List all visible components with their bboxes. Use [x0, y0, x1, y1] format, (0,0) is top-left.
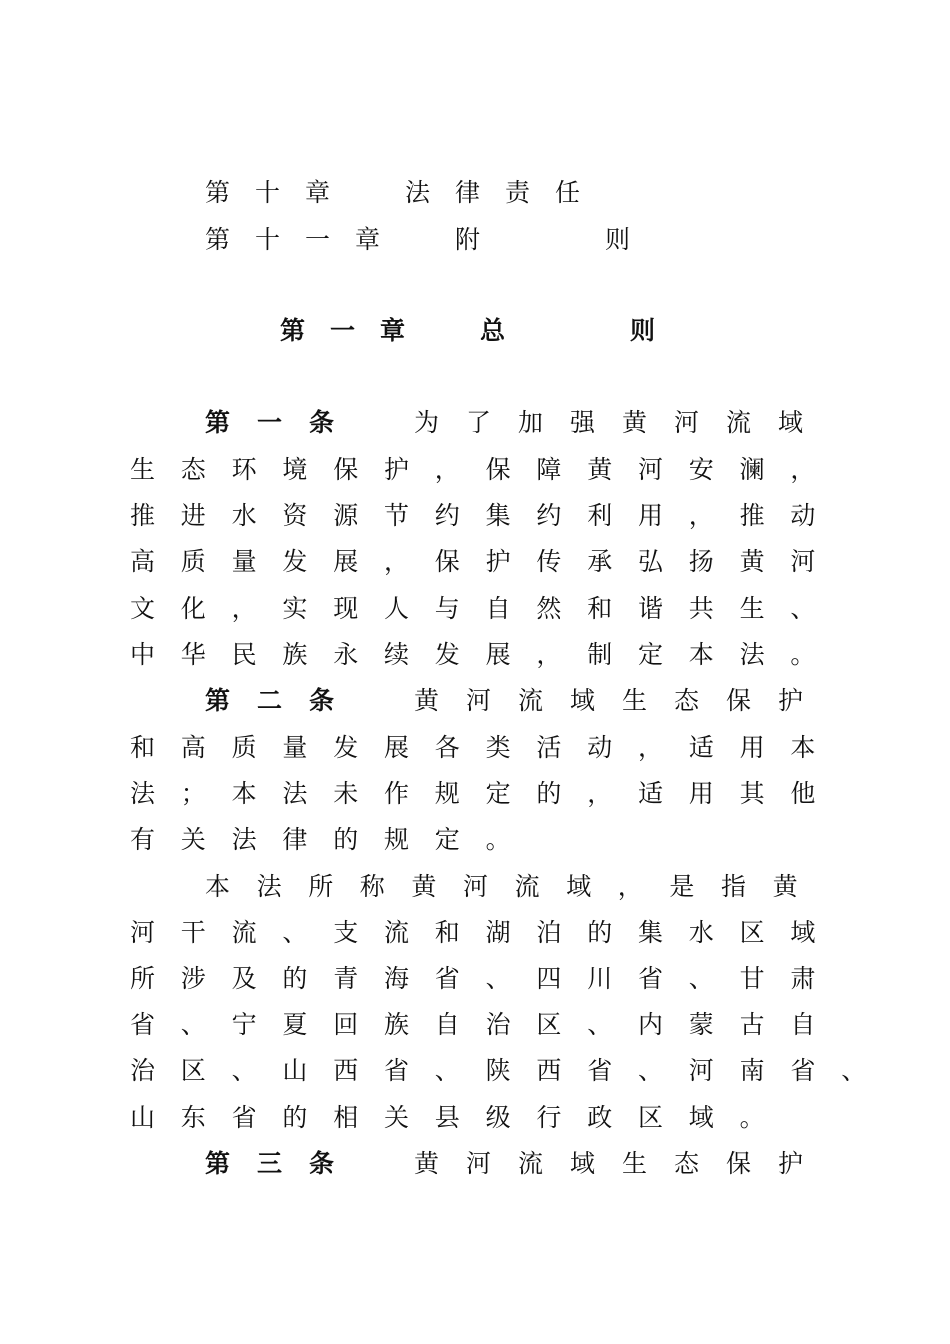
glyph: 总 — [480, 316, 506, 345]
glyph: 传 — [536, 547, 562, 576]
glyph: 用 — [688, 779, 714, 808]
glyph: 泊 — [536, 918, 562, 947]
glyph: 黄 — [414, 686, 440, 715]
glyph: 保 — [485, 455, 511, 484]
glyph: 定 — [434, 825, 460, 854]
glyph: 推 — [130, 501, 156, 530]
glyph: ， — [587, 779, 613, 808]
glyph: 、 — [587, 1010, 613, 1039]
glyph: 展 — [384, 733, 410, 762]
glyph: ， — [434, 455, 460, 484]
glyph: 政 — [587, 1103, 613, 1132]
glyph: 黄 — [772, 872, 798, 901]
glyph: 本 — [205, 872, 231, 901]
glyph: 流 — [384, 918, 410, 947]
glyph: 相 — [333, 1103, 359, 1132]
glyph: 集 — [485, 501, 511, 530]
glyph: 流 — [518, 1149, 544, 1178]
glyph: 他 — [790, 779, 816, 808]
glyph: 附 — [455, 225, 481, 254]
glyph: 流 — [514, 872, 540, 901]
glyph: 条 — [309, 1149, 335, 1178]
glyph: 展 — [333, 547, 359, 576]
glyph: 。 — [485, 825, 511, 854]
glyph: 质 — [180, 547, 206, 576]
glyph: 蒙 — [688, 1010, 714, 1039]
glyph: 和 — [434, 918, 460, 947]
glyph: 作 — [384, 779, 410, 808]
glyph: 、 — [841, 1056, 867, 1085]
glyph: 化 — [180, 594, 206, 623]
glyph: 动 — [587, 733, 613, 762]
glyph: 护 — [485, 547, 511, 576]
glyph: ， — [536, 640, 562, 669]
glyph: 省 — [231, 1103, 257, 1132]
glyph: 关 — [180, 825, 206, 854]
glyph: 行 — [536, 1103, 562, 1132]
glyph: 人 — [384, 594, 410, 623]
glyph: 河 — [466, 1149, 492, 1178]
glyph: 然 — [536, 594, 562, 623]
glyph: 生 — [130, 455, 156, 484]
glyph: 为 — [414, 408, 440, 437]
glyph: 其 — [739, 779, 765, 808]
glyph: 河 — [130, 918, 156, 947]
glyph: 、 — [790, 594, 816, 623]
glyph: 保 — [726, 1149, 752, 1178]
glyph: ， — [617, 872, 643, 901]
glyph: 山 — [130, 1103, 156, 1132]
glyph: 族 — [282, 640, 308, 669]
glyph: 陕 — [485, 1056, 511, 1085]
glyph: 域 — [778, 408, 804, 437]
glyph: 黄 — [414, 1149, 440, 1178]
glyph: 海 — [384, 964, 410, 993]
glyph: 态 — [674, 1149, 700, 1178]
glyph: ， — [790, 455, 816, 484]
glyph: 进 — [180, 501, 206, 530]
glyph: ， — [231, 594, 257, 623]
glyph: 环 — [231, 455, 257, 484]
glyph: 省 — [638, 964, 664, 993]
glyph: 态 — [180, 455, 206, 484]
glyph: 集 — [638, 918, 664, 947]
glyph: 黄 — [411, 872, 437, 901]
glyph: 一 — [257, 408, 283, 437]
glyph: 展 — [485, 640, 511, 669]
glyph: 扬 — [688, 547, 714, 576]
glyph: 本 — [688, 640, 714, 669]
glyph: 河 — [790, 547, 816, 576]
glyph: 三 — [257, 1149, 283, 1178]
glyph: 任 — [555, 178, 581, 207]
glyph: 法 — [739, 640, 765, 669]
glyph: 护 — [778, 686, 804, 715]
glyph: 节 — [384, 501, 410, 530]
glyph: ， — [384, 547, 410, 576]
glyph: 保 — [434, 547, 460, 576]
glyph: 流 — [231, 918, 257, 947]
glyph: 本 — [231, 779, 257, 808]
glyph: 域 — [688, 1103, 714, 1132]
glyph: 则 — [605, 225, 631, 254]
glyph: 第 — [280, 316, 306, 345]
glyph: 干 — [180, 918, 206, 947]
glyph: 质 — [231, 733, 257, 762]
glyph: 内 — [638, 1010, 664, 1039]
glyph: 河 — [463, 872, 489, 901]
glyph: 省 — [790, 1056, 816, 1085]
glyph: 发 — [333, 733, 359, 762]
glyph: 续 — [384, 640, 410, 669]
glyph: 用 — [638, 501, 664, 530]
glyph: 第 — [205, 225, 231, 254]
glyph: 章 — [380, 316, 406, 345]
glyph: 是 — [669, 872, 695, 901]
glyph: 约 — [536, 501, 562, 530]
glyph: 四 — [536, 964, 562, 993]
glyph: 、 — [231, 1056, 257, 1085]
glyph: 十 — [255, 178, 281, 207]
glyph: 适 — [638, 779, 664, 808]
glyph: 宁 — [231, 1010, 257, 1039]
glyph: 甘 — [739, 964, 765, 993]
glyph: 类 — [485, 733, 511, 762]
glyph: 实 — [282, 594, 308, 623]
glyph: 区 — [739, 918, 765, 947]
glyph: 流 — [518, 686, 544, 715]
glyph: 关 — [384, 1103, 410, 1132]
glyph: 自 — [434, 1010, 460, 1039]
glyph: 华 — [180, 640, 206, 669]
glyph: 第 — [205, 686, 231, 715]
glyph: 定 — [638, 640, 664, 669]
glyph: 十 — [255, 225, 281, 254]
glyph: 省 — [434, 964, 460, 993]
glyph: 推 — [739, 501, 765, 530]
glyph: 律 — [455, 178, 481, 207]
glyph: 法 — [231, 825, 257, 854]
glyph: 黄 — [622, 408, 648, 437]
glyph: 区 — [536, 1010, 562, 1039]
glyph: ， — [688, 501, 714, 530]
glyph: 南 — [739, 1056, 765, 1085]
glyph: 态 — [674, 686, 700, 715]
glyph: 治 — [485, 1010, 511, 1039]
glyph: 民 — [231, 640, 257, 669]
glyph: 护 — [384, 455, 410, 484]
glyph: 谐 — [638, 594, 664, 623]
glyph: 流 — [726, 408, 752, 437]
glyph: 各 — [434, 733, 460, 762]
glyph: 水 — [231, 501, 257, 530]
glyph: 安 — [688, 455, 714, 484]
glyph: 中 — [130, 640, 156, 669]
glyph: 动 — [790, 501, 816, 530]
glyph: 量 — [282, 733, 308, 762]
glyph: 省 — [587, 1056, 613, 1085]
glyph: 条 — [309, 686, 335, 715]
glyph: 责 — [505, 178, 531, 207]
glyph: 川 — [587, 964, 613, 993]
glyph: 源 — [333, 501, 359, 530]
glyph: 青 — [333, 964, 359, 993]
glyph: 发 — [434, 640, 460, 669]
glyph: ； — [180, 779, 206, 808]
glyph: 境 — [282, 455, 308, 484]
glyph: 域 — [570, 686, 596, 715]
glyph: 。 — [739, 1103, 765, 1132]
glyph: 域 — [566, 872, 592, 901]
glyph: 湖 — [485, 918, 511, 947]
glyph: 黄 — [587, 455, 613, 484]
glyph: ， — [638, 733, 664, 762]
glyph: 定 — [485, 779, 511, 808]
glyph: 族 — [384, 1010, 410, 1039]
glyph: 法 — [130, 779, 156, 808]
glyph: 水 — [688, 918, 714, 947]
glyph: 高 — [180, 733, 206, 762]
glyph: 、 — [282, 918, 308, 947]
glyph: 的 — [536, 779, 562, 808]
glyph: 则 — [630, 316, 656, 345]
glyph: 河 — [638, 455, 664, 484]
glyph: 的 — [587, 918, 613, 947]
glyph: 级 — [485, 1103, 511, 1132]
glyph: 山 — [282, 1056, 308, 1085]
glyph: 制 — [587, 640, 613, 669]
glyph: 了 — [466, 408, 492, 437]
glyph: 西 — [536, 1056, 562, 1085]
glyph: 区 — [180, 1056, 206, 1085]
glyph: 河 — [674, 408, 700, 437]
glyph: 文 — [130, 594, 156, 623]
glyph: 指 — [721, 872, 747, 901]
glyph: 保 — [333, 455, 359, 484]
glyph: 县 — [434, 1103, 460, 1132]
glyph: 、 — [638, 1056, 664, 1085]
glyph: 自 — [485, 594, 511, 623]
glyph: 的 — [333, 825, 359, 854]
glyph: 适 — [688, 733, 714, 762]
glyph: 量 — [231, 547, 257, 576]
glyph: 西 — [333, 1056, 359, 1085]
glyph: 现 — [333, 594, 359, 623]
glyph: 、 — [180, 1010, 206, 1039]
glyph: 、 — [434, 1056, 460, 1085]
glyph: 加 — [518, 408, 544, 437]
glyph: 所 — [130, 964, 156, 993]
glyph: 共 — [688, 594, 714, 623]
glyph: 和 — [587, 594, 613, 623]
glyph: 河 — [688, 1056, 714, 1085]
glyph: 澜 — [739, 455, 765, 484]
glyph: 与 — [434, 594, 460, 623]
glyph: 所 — [308, 872, 334, 901]
glyph: 用 — [739, 733, 765, 762]
glyph: 律 — [282, 825, 308, 854]
glyph: 涉 — [180, 964, 206, 993]
glyph: 治 — [130, 1056, 156, 1085]
glyph: 活 — [536, 733, 562, 762]
glyph: 省 — [130, 1010, 156, 1039]
glyph: 高 — [130, 547, 156, 576]
glyph: 有 — [130, 825, 156, 854]
glyph: 河 — [466, 686, 492, 715]
glyph: 第 — [205, 178, 231, 207]
glyph: 的 — [282, 1103, 308, 1132]
glyph: 肃 — [790, 964, 816, 993]
glyph: 承 — [587, 547, 613, 576]
glyph: 条 — [309, 408, 335, 437]
glyph: 区 — [638, 1103, 664, 1132]
glyph: 的 — [282, 964, 308, 993]
glyph: 永 — [333, 640, 359, 669]
glyph: 弘 — [638, 547, 664, 576]
glyph: 生 — [739, 594, 765, 623]
glyph: 法 — [282, 779, 308, 808]
glyph: 一 — [330, 316, 356, 345]
glyph: 第 — [205, 408, 231, 437]
glyph: 第 — [205, 1149, 231, 1178]
glyph: 东 — [180, 1103, 206, 1132]
glyph: 资 — [282, 501, 308, 530]
glyph: 二 — [257, 686, 283, 715]
glyph: 章 — [305, 178, 331, 207]
glyph: 。 — [790, 640, 816, 669]
glyph: 利 — [587, 501, 613, 530]
glyph: 生 — [622, 686, 648, 715]
glyph: 称 — [359, 872, 385, 901]
glyph: 强 — [570, 408, 596, 437]
glyph: 及 — [231, 964, 257, 993]
glyph: 自 — [790, 1010, 816, 1039]
glyph: 域 — [790, 918, 816, 947]
glyph: 生 — [622, 1149, 648, 1178]
glyph: 省 — [384, 1056, 410, 1085]
glyph: 规 — [434, 779, 460, 808]
glyph: 护 — [778, 1149, 804, 1178]
glyph: 规 — [384, 825, 410, 854]
glyph: 法 — [405, 178, 431, 207]
glyph: 保 — [726, 686, 752, 715]
glyph: 未 — [333, 779, 359, 808]
glyph: 域 — [570, 1149, 596, 1178]
glyph: 法 — [256, 872, 282, 901]
glyph: 支 — [333, 918, 359, 947]
glyph: 、 — [485, 964, 511, 993]
glyph: 发 — [282, 547, 308, 576]
glyph: 夏 — [282, 1010, 308, 1039]
glyph: 和 — [130, 733, 156, 762]
glyph: 章 — [355, 225, 381, 254]
glyph: 古 — [739, 1010, 765, 1039]
glyph: 障 — [536, 455, 562, 484]
glyph: 本 — [790, 733, 816, 762]
glyph: 、 — [688, 964, 714, 993]
glyph: 回 — [333, 1010, 359, 1039]
glyph: 约 — [434, 501, 460, 530]
glyph: 一 — [305, 225, 331, 254]
glyph: 黄 — [739, 547, 765, 576]
